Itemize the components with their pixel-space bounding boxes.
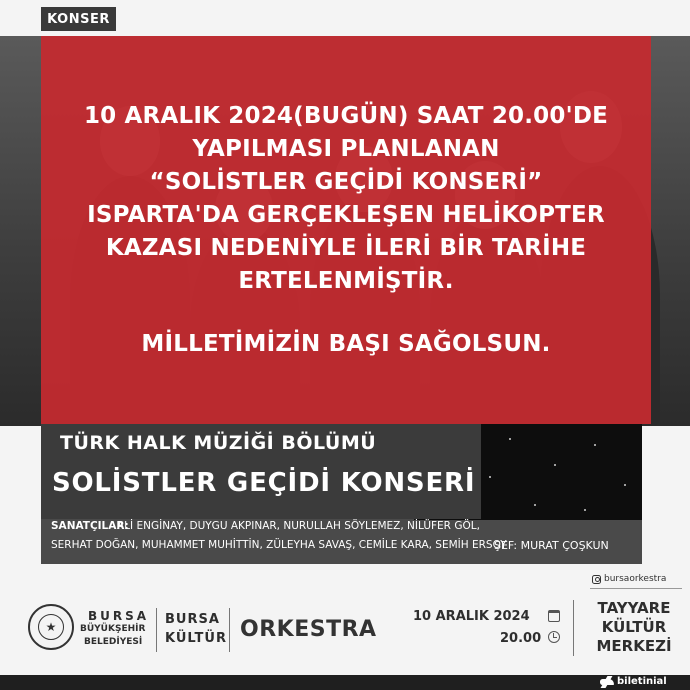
divider (590, 588, 682, 589)
conductor-name: ŞEF: MURAT ÇOŞKUN (494, 539, 609, 552)
artists-list: SERHAT DOĞAN, MUHAMMET MUHİTTİN, ZÜLEYHA SAVAŞ, CEMİLE KARA, SEMİH ERSOY (51, 539, 507, 551)
postponement-notice (41, 36, 651, 424)
event-date: 10 ARALIK 2024 (413, 609, 530, 624)
artists-list: ALİ ENGİNAY, DUYGU AKPINAR, NURULLAH SÖYLEMEZ, NİLÜFER GÖL, (117, 520, 480, 532)
municipality-name: BÜYÜKŞEHİR (80, 624, 146, 634)
calendar-icon (548, 610, 560, 622)
venue-line: KÜLTÜR (601, 618, 667, 636)
plane-icon (600, 679, 614, 685)
divider (156, 608, 157, 652)
venue-name (584, 599, 684, 656)
notice-line: 10 ARALIK 2024(BUGÜN) SAAT 20.00'DE (83, 102, 609, 129)
event-time: 20.00 (500, 631, 542, 646)
bursa-kultur-logo: BURSA (165, 612, 220, 627)
notice-closing: MİLLETİMİZİN BAŞI SAĞOLSUN. (141, 330, 551, 357)
event-subtitle: TÜRK HALK MÜZİĞİ BÖLÜMÜ (60, 432, 377, 454)
notice-line: YAPILMASI PLANLANAN (192, 135, 500, 162)
clock-icon (548, 631, 560, 643)
municipality-emblem-icon (28, 604, 74, 650)
social-handle[interactable] (592, 574, 666, 584)
notice-line: “SOLİSTLER GEÇİDİ KONSERİ” (149, 168, 543, 195)
artists-label: SANATÇILAR: (51, 520, 129, 532)
instagram-icon (592, 575, 601, 584)
municipality-name: BURSA (88, 609, 150, 623)
social-handle-text: bursaorkestra (604, 574, 667, 584)
ticket-brand: biletinial (617, 676, 667, 687)
footer-bar (0, 675, 690, 690)
divider (573, 600, 574, 656)
ticket-link[interactable] (600, 676, 667, 687)
orkestra-logo: ORKESTRA (240, 617, 377, 642)
venue-line: TAYYARE (597, 599, 671, 617)
venue-line: MERKEZİ (596, 637, 672, 655)
bursa-kultur-logo: KÜLTÜR (165, 631, 227, 646)
emblem-inner: ★ (38, 614, 64, 640)
municipality-name: BELEDİYESİ (84, 637, 143, 647)
category-tag: KONSER (41, 7, 116, 31)
event-title: SOLİSTLER GEÇİDİ KONSERİ (52, 468, 476, 498)
notice-line: ISPARTA'DA GERÇEKLEŞEN HELİKOPTER (87, 201, 605, 228)
notice-line: KAZASI NEDENİYLE İLERİ BİR TARİHE (105, 234, 587, 261)
notice-line: ERTELENMİŞTİR. (238, 267, 454, 294)
divider (229, 608, 230, 652)
